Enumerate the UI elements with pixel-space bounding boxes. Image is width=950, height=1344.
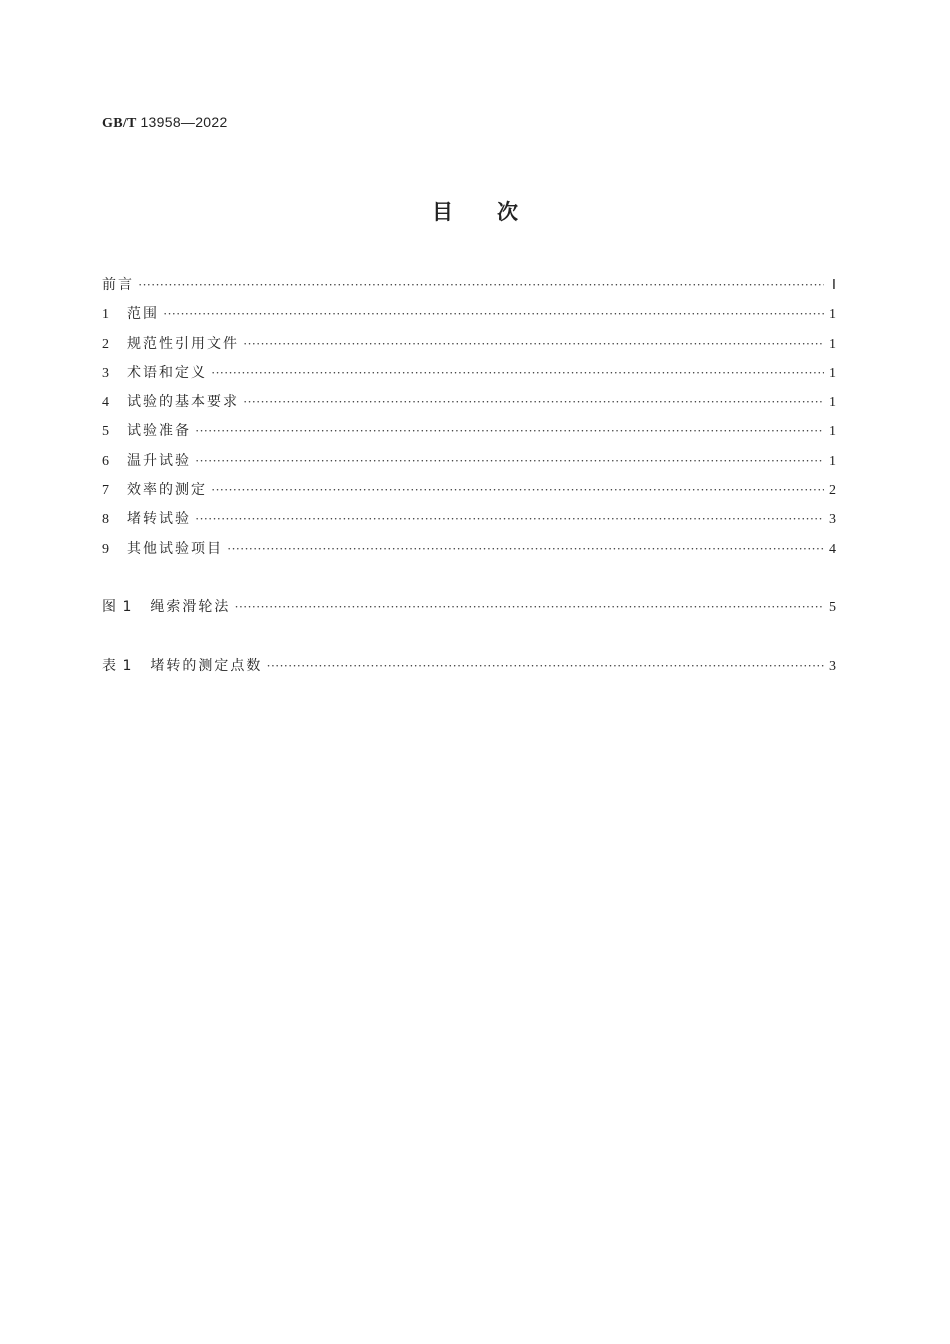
standard-code (102, 114, 228, 132)
toc-entry-number: 8 (102, 512, 109, 528)
title-char-1: 目 (432, 200, 453, 224)
toc-entry-page: 1 (829, 336, 836, 352)
toc-entry-section[interactable] (102, 534, 836, 563)
toc-entry-page: 2 (829, 483, 836, 499)
dot-leader (138, 270, 824, 299)
toc-entry-section[interactable] (102, 358, 836, 387)
dot-leader (234, 592, 824, 621)
toc-entry-page: 1 (829, 307, 836, 323)
dot-leader (211, 475, 824, 504)
standard-prefix: GB/T (102, 116, 137, 131)
standard-number: 13958—2022 (140, 114, 228, 130)
toc-entry-page: 3 (829, 658, 836, 674)
toc-entry-section[interactable] (102, 416, 836, 445)
toc-entry-table[interactable] (102, 651, 836, 680)
toc-entry-page: Ⅰ (831, 278, 836, 293)
page-title (0, 196, 950, 226)
toc-entry-number: 5 (102, 424, 109, 440)
toc-entry-label: 试验的基本要求 (127, 394, 239, 411)
toc-entry-label: 范围 (127, 306, 159, 323)
toc-entry-page: 1 (829, 424, 836, 440)
dot-leader (227, 534, 824, 563)
toc-entry-label: 规范性引用文件 (127, 335, 239, 352)
title-char-2: 次 (497, 200, 518, 224)
toc-entry-label: 堵转的测定点数 (150, 657, 263, 674)
toc-entry-figure-number: 图 1 (102, 599, 133, 616)
dot-leader (195, 504, 824, 533)
toc-entry-page: 1 (829, 365, 836, 381)
toc-entry-figure[interactable] (102, 592, 836, 621)
toc-entry-number: 1 (102, 307, 109, 323)
toc-entry-label: 效率的测定 (127, 482, 207, 499)
toc-entry-label: 温升试验 (127, 452, 191, 469)
toc-entry-section[interactable] (102, 299, 836, 328)
dot-leader (163, 299, 824, 328)
toc-entry-page: 4 (829, 541, 836, 557)
toc-entry-page: 3 (829, 512, 836, 528)
dot-leader (195, 416, 824, 445)
toc-entry-label: 堵转试验 (127, 511, 191, 528)
toc-entry-page: 1 (829, 453, 836, 469)
toc-entry-number: 6 (102, 453, 109, 469)
dot-leader (266, 651, 824, 680)
toc-entry-number: 3 (102, 365, 109, 381)
toc-entry-section[interactable] (102, 504, 836, 533)
toc-entry-label: 试验准备 (127, 423, 191, 440)
toc-entry-section[interactable] (102, 475, 836, 504)
toc-entry-section[interactable] (102, 329, 836, 358)
toc-entry-page: 5 (829, 600, 836, 616)
dot-leader (243, 329, 824, 358)
toc-entry-page: 1 (829, 395, 836, 411)
toc-entry-number: 2 (102, 336, 109, 352)
toc-entry-section[interactable] (102, 387, 836, 416)
toc-entry-label: 绳索滑轮法 (150, 599, 231, 616)
toc-entry-table-number: 表 1 (102, 657, 133, 674)
toc-entry-preface[interactable] (102, 270, 836, 299)
dot-leader (243, 387, 824, 416)
toc-entry-section[interactable] (102, 446, 836, 475)
dot-leader (211, 358, 824, 387)
table-of-contents (102, 270, 836, 680)
toc-entry-label: 其他试验项目 (127, 540, 223, 557)
toc-entry-number: 4 (102, 395, 109, 411)
toc-entry-label: 前言 (102, 277, 134, 293)
toc-entry-number: 9 (102, 541, 109, 557)
toc-entry-number: 7 (102, 483, 109, 499)
toc-entry-label: 术语和定义 (127, 364, 207, 381)
dot-leader (195, 446, 824, 475)
